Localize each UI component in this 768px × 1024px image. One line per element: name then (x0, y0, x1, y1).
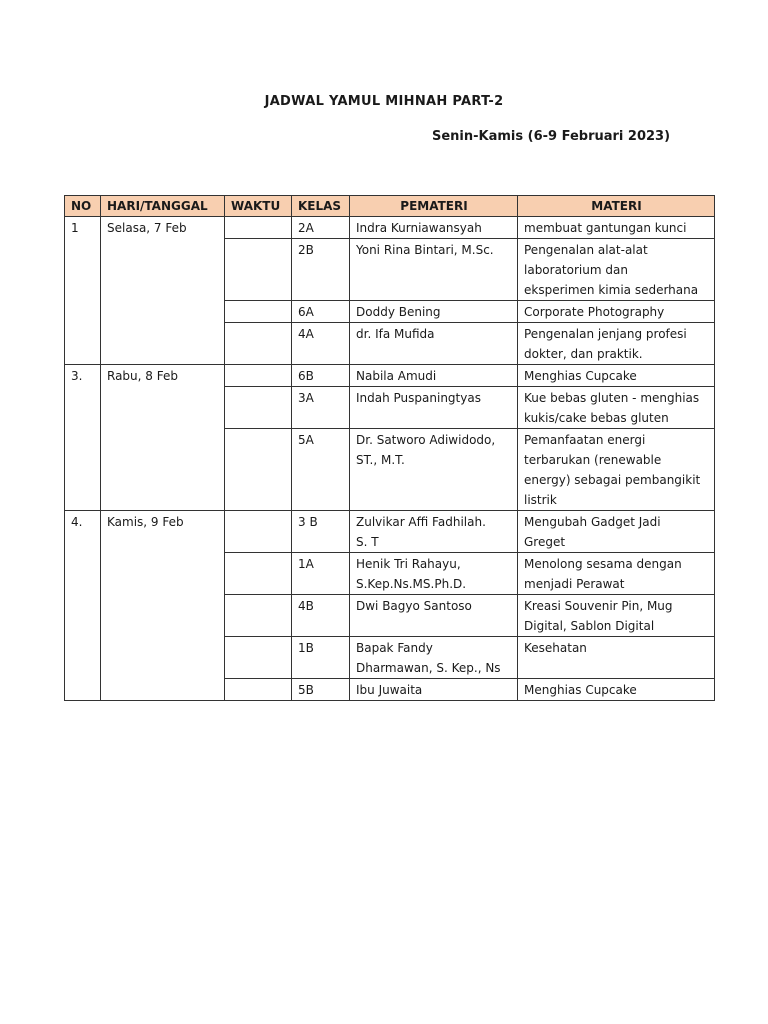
cell-pemateri: dr. Ifa Mufida (350, 323, 518, 365)
cell-hari-tanggal: Kamis, 9 Feb (101, 511, 225, 701)
cell-waktu (225, 679, 292, 701)
cell-materi: Kue bebas gluten - menghias kukis/cake bebas gluten (518, 387, 715, 429)
cell-waktu (225, 637, 292, 679)
cell-materi: Mengubah Gadget Jadi Greget (518, 511, 715, 553)
cell-kelas: 4A (292, 323, 350, 365)
cell-pemateri: Doddy Bening (350, 301, 518, 323)
header-no: NO (65, 196, 101, 217)
cell-materi: Menghias Cupcake (518, 365, 715, 387)
header-materi: MATERI (518, 196, 715, 217)
cell-waktu (225, 429, 292, 511)
cell-kelas: 6B (292, 365, 350, 387)
cell-materi: Pemanfaatan energi terbarukan (renewable energy) sebagai pembangikit listrik (518, 429, 715, 511)
cell-waktu (225, 365, 292, 387)
cell-pemateri: Indah Puspaningtyas (350, 387, 518, 429)
table-row (65, 365, 715, 387)
header-hari-tanggal: HARI/TANGGAL (101, 196, 225, 217)
cell-waktu (225, 511, 292, 553)
cell-kelas: 1B (292, 637, 350, 679)
cell-kelas: 2B (292, 239, 350, 301)
cell-waktu (225, 301, 292, 323)
cell-materi: Pengenalan jenjang profesi dokter, dan praktik. (518, 323, 715, 365)
cell-waktu (225, 323, 292, 365)
cell-waktu (225, 387, 292, 429)
schedule-table (64, 195, 715, 701)
cell-kelas: 6A (292, 301, 350, 323)
cell-kelas: 2A (292, 217, 350, 239)
cell-hari-tanggal: Selasa, 7 Feb (101, 217, 225, 365)
cell-kelas: 3A (292, 387, 350, 429)
cell-kelas: 5A (292, 429, 350, 511)
cell-kelas: 4B (292, 595, 350, 637)
cell-pemateri: Dr. Satworo Adiwidodo, ST., M.T. (350, 429, 518, 511)
cell-pemateri: Henik Tri Rahayu, S.Kep.Ns.MS.Ph.D. (350, 553, 518, 595)
cell-waktu (225, 595, 292, 637)
cell-materi: membuat gantungan kunci (518, 217, 715, 239)
cell-materi: Kesehatan (518, 637, 715, 679)
table-row (65, 511, 715, 553)
table-row (65, 217, 715, 239)
cell-materi: Pengenalan alat-alat laboratorium dan eksperimen kimia sederhana (518, 239, 715, 301)
cell-pemateri: Zulvikar Affi Fadhilah. S. T (350, 511, 518, 553)
cell-hari-tanggal: Rabu, 8 Feb (101, 365, 225, 511)
cell-no: 1 (65, 217, 101, 365)
cell-pemateri: Indra Kurniawansyah (350, 217, 518, 239)
cell-kelas: 5B (292, 679, 350, 701)
cell-waktu (225, 553, 292, 595)
header-pemateri: PEMATERI (350, 196, 518, 217)
cell-materi: Menolong sesama dengan menjadi Perawat (518, 553, 715, 595)
document-subtitle: Senin-Kamis (6-9 Februari 2023) (432, 129, 671, 144)
table-header-row (65, 196, 715, 217)
cell-pemateri: Dwi Bagyo Santoso (350, 595, 518, 637)
cell-materi: Menghias Cupcake (518, 679, 715, 701)
cell-pemateri: Yoni Rina Bintari, M.Sc. (350, 239, 518, 301)
cell-waktu (225, 239, 292, 301)
header-kelas: KELAS (292, 196, 350, 217)
cell-materi: Kreasi Souvenir Pin, Mug Digital, Sablon Digital (518, 595, 715, 637)
cell-kelas: 1A (292, 553, 350, 595)
cell-waktu (225, 217, 292, 239)
cell-no: 4. (65, 511, 101, 701)
document-title: JADWAL YAMUL MIHNAH PART-2 (264, 94, 504, 109)
header-waktu: WAKTU (225, 196, 292, 217)
cell-no: 3. (65, 365, 101, 511)
cell-kelas: 3 B (292, 511, 350, 553)
cell-materi: Corporate Photography (518, 301, 715, 323)
cell-pemateri: Ibu Juwaita (350, 679, 518, 701)
cell-pemateri: Bapak Fandy Dharmawan, S. Kep., Ns (350, 637, 518, 679)
cell-pemateri: Nabila Amudi (350, 365, 518, 387)
